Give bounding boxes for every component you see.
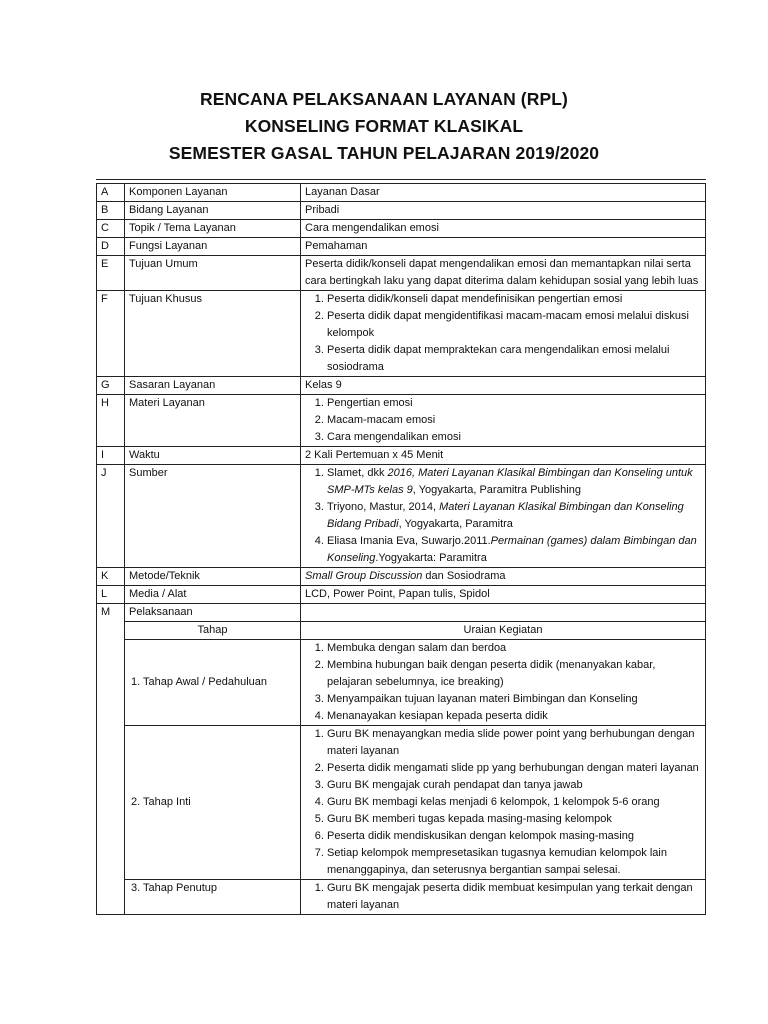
list-item: 3. Cara mengendalikan emosi xyxy=(327,429,701,446)
row-value: Pribadi xyxy=(301,202,706,220)
row-label: Bidang Layanan xyxy=(125,202,301,220)
tahap-inti-row xyxy=(97,726,706,880)
list-item: 7. Setiap kelompok mempresetasikan tugasnya kemudian kelompok lain menanggapinya, dan seterusnya bergantian sampai selesai. xyxy=(327,845,701,879)
tujuan-khusus-list xyxy=(305,291,701,376)
title-line-3: SEMESTER GASAL TAHUN PELAJARAN 2019/2020 xyxy=(168,143,600,163)
row-value: Kelas 9 xyxy=(301,377,706,395)
tahap-awal-list xyxy=(305,640,701,725)
tahap-inti-label: 2. Tahap Inti xyxy=(125,726,301,880)
row-code: B xyxy=(97,202,125,220)
row-value: Layanan Dasar xyxy=(301,184,706,202)
tahap-penutup-list xyxy=(305,880,701,914)
list-item: 1. Pengertian emosi xyxy=(327,395,701,412)
list-item: 3. Menyampaikan tujuan layanan materi Bimbingan dan Konseling xyxy=(327,691,701,708)
row-code: D xyxy=(97,238,125,256)
row-value: LCD, Power Point, Papan tulis, Spidol xyxy=(301,586,706,604)
row-label: Tujuan Umum xyxy=(125,256,301,291)
rpl-table xyxy=(96,183,706,915)
list-item: 2. Peserta didik mengamati slide pp yang berhubungan dengan materi layanan xyxy=(327,760,701,777)
row-code: F xyxy=(97,291,125,377)
title-line-1: RENCANA PELAKSANAAN LAYANAN (RPL) xyxy=(200,89,568,109)
row-e xyxy=(97,256,706,291)
tahap-awal-label: 1. Tahap Awal / Pedahuluan xyxy=(125,640,301,726)
row-value xyxy=(301,604,706,622)
list-item: 1. Peserta didik/konseli dapat mendefinisikan pengertian emosi xyxy=(327,291,701,308)
tahap-header: Tahap xyxy=(125,622,301,640)
row-d xyxy=(97,238,706,256)
list-item: 4. Guru BK membagi kelas menjadi 6 kelompok, 1 kelompok 5-6 orang xyxy=(327,794,701,811)
list-item: 2. Membina hubungan baik dengan peserta didik (menanyakan kabar, pelajaran sebelumnya, ice breaking) xyxy=(327,657,701,691)
top-rule xyxy=(96,179,706,180)
row-f xyxy=(97,291,706,377)
row-label: Fungsi Layanan xyxy=(125,238,301,256)
row-value xyxy=(301,465,706,568)
row-label: Sasaran Layanan xyxy=(125,377,301,395)
row-code: L xyxy=(97,586,125,604)
row-label: Tujuan Khusus xyxy=(125,291,301,377)
row-label: Topik / Tema Layanan xyxy=(125,220,301,238)
tahap-inti-list xyxy=(305,726,701,879)
list-item: 1. Guru BK mengajak peserta didik membuat kesimpulan yang terkait dengan materi layanan xyxy=(327,880,701,914)
row-code: A xyxy=(97,184,125,202)
row-value: Peserta didik/konseli dapat mengendalikan emosi dan memantapkan nilai serta cara bertingkah laku yang dapat diterima dalam kehidupan sosial yang lebih luas xyxy=(301,256,706,291)
row-code: K xyxy=(97,568,125,586)
row-code: I xyxy=(97,447,125,465)
row-label: Media / Alat xyxy=(125,586,301,604)
list-item: 3. Guru BK mengajak curah pendapat dan tanya jawab xyxy=(327,777,701,794)
document-title xyxy=(0,86,768,167)
row-value xyxy=(301,291,706,377)
list-item: 4. Menanayakan kesiapan kepada peserta didik xyxy=(327,708,701,725)
list-item: 2. Peserta didik dapat mengidentifikasi macam-macam emosi melalui diskusi kelompok xyxy=(327,308,701,342)
sumber-list xyxy=(305,465,701,567)
row-code: H xyxy=(97,395,125,447)
list-item: 2. Macam-macam emosi xyxy=(327,412,701,429)
row-label: Pelaksanaan xyxy=(125,604,301,622)
list-item: 4. Eliasa Imania Eva, Suwarjo.2011.Permainan (games) dalam Bimbingan dan Konseling.Yogyakarta: Paramitra xyxy=(327,533,701,567)
list-item: 5. Guru BK memberi tugas kepada masing-masing kelompok xyxy=(327,811,701,828)
materi-list xyxy=(305,395,701,446)
row-label: Komponen Layanan xyxy=(125,184,301,202)
title-line-2: KONSELING FORMAT KLASIKAL xyxy=(244,116,524,136)
row-i xyxy=(97,447,706,465)
list-item: 1. Slamet, dkk 2016, Materi Layanan Klasikal Bimbingan dan Konseling untuk SMP-MTs kelas 9, Yogyakarta, Paramitra Publishing xyxy=(327,465,701,499)
row-code: E xyxy=(97,256,125,291)
list-item: 3. Triyono, Mastur, 2014, Materi Layanan Klasikal Bimbingan dan Konseling Bidang Pribadi, Yogyakarta, Paramitra xyxy=(327,499,701,533)
row-value: Cara mengendalikan emosi xyxy=(301,220,706,238)
row-value: Pemahaman xyxy=(301,238,706,256)
row-code: M xyxy=(97,604,125,915)
row-label: Sumber xyxy=(125,465,301,568)
row-h xyxy=(97,395,706,447)
row-label: Waktu xyxy=(125,447,301,465)
list-item: 3. Peserta didik dapat mempraktekan cara mengendalikan emosi melalui sosiodrama xyxy=(327,342,701,376)
row-label: Materi Layanan xyxy=(125,395,301,447)
row-code: C xyxy=(97,220,125,238)
list-item: 1. Guru BK menayangkan media slide power point yang berhubungan dengan materi layanan xyxy=(327,726,701,760)
list-item: 1. Membuka dengan salam dan berdoa xyxy=(327,640,701,657)
row-g xyxy=(97,377,706,395)
pelaksanaan-header xyxy=(97,622,706,640)
row-code: J xyxy=(97,465,125,568)
row-j xyxy=(97,465,706,568)
tahap-awal-row xyxy=(97,640,706,726)
tahap-penutup-label: 3. Tahap Penutup xyxy=(125,880,301,915)
tahap-penutup-row xyxy=(97,880,706,915)
row-code: G xyxy=(97,377,125,395)
row-c xyxy=(97,220,706,238)
row-label: Metode/Teknik xyxy=(125,568,301,586)
row-m xyxy=(97,604,706,622)
row-value xyxy=(301,395,706,447)
row-l xyxy=(97,586,706,604)
row-b xyxy=(97,202,706,220)
row-a xyxy=(97,184,706,202)
row-value: 2 Kali Pertemuan x 45 Menit xyxy=(301,447,706,465)
row-value: Small Group Discussion dan Sosiodrama xyxy=(301,568,706,586)
row-k xyxy=(97,568,706,586)
list-item: 6. Peserta didik mendiskusikan dengan kelompok masing-masing xyxy=(327,828,701,845)
uraian-header: Uraian Kegiatan xyxy=(301,622,706,640)
